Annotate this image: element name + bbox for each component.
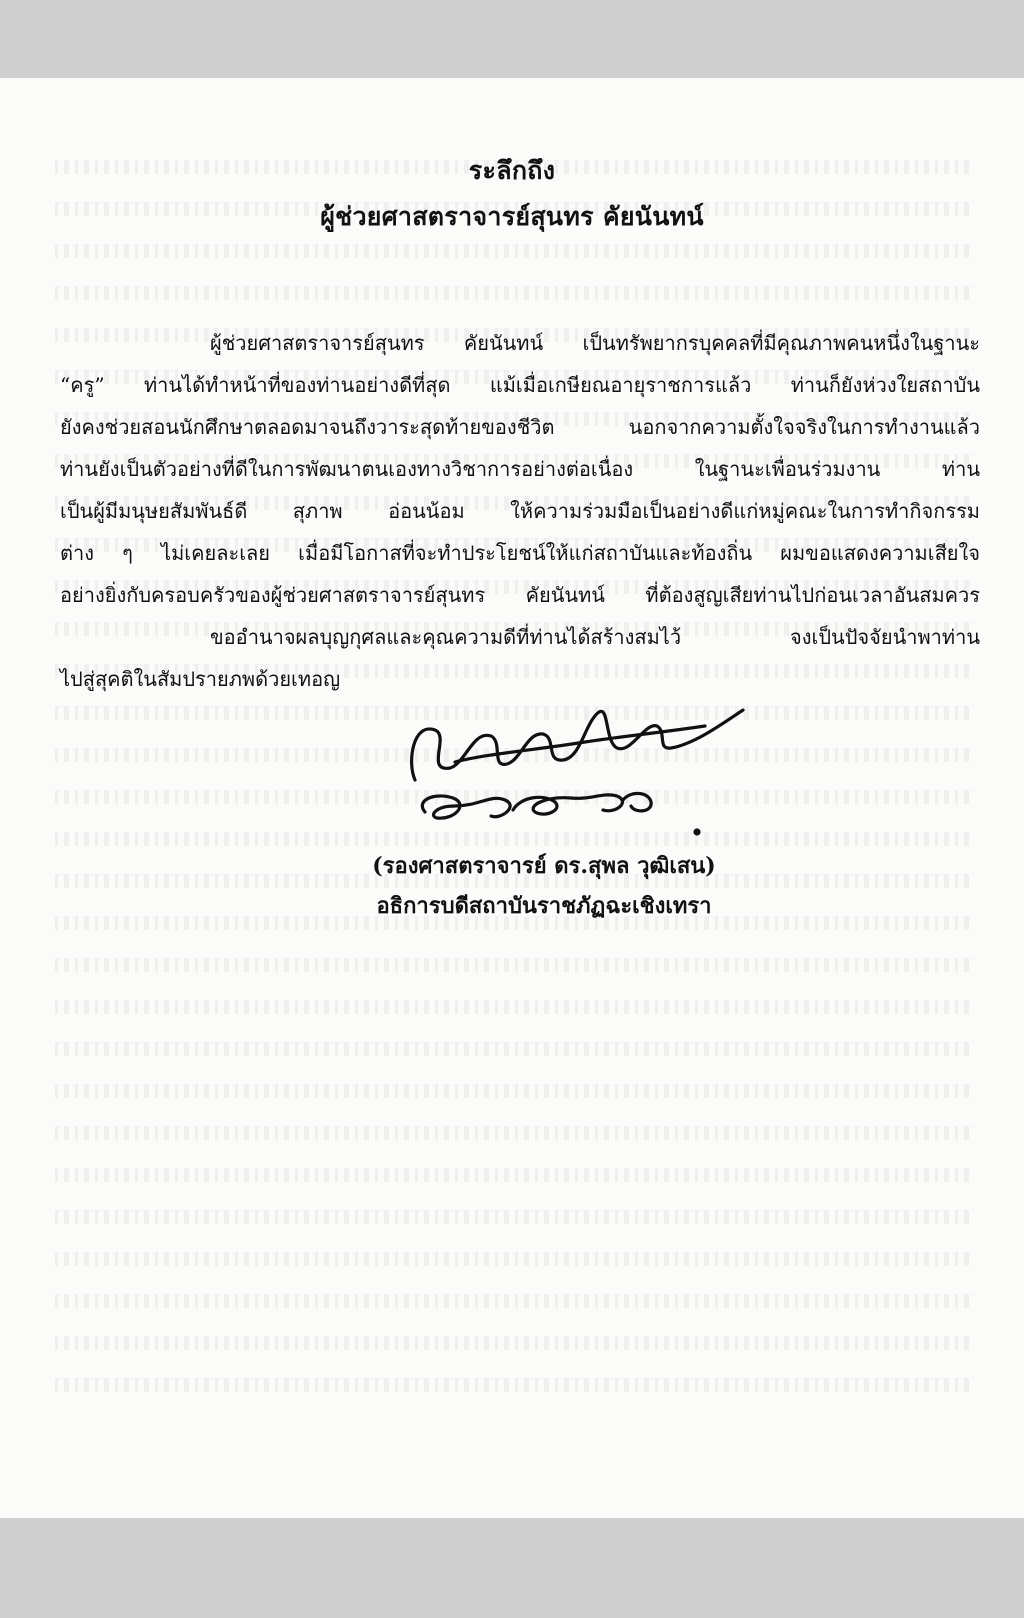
signatory-name: (รองศาสตราจารย์ ดร.สุพล วุฒิเสน): [372, 853, 716, 879]
paragraph-line: ผู้ช่วยศาสตราจารย์สุนทร คัยนันทน์ เป็นทรัพยากรบุคคลที่มีคุณภาพคนหนึ่งในฐานะ: [210, 331, 980, 355]
paragraph-line: อย่างยิ่งกับครอบครัวของผู้ช่วยศาสตราจารย์สุนทร คัยนันทน์ ที่ต้องสูญเสียท่านไปก่อนเวลาอันสมควร: [60, 583, 980, 607]
paragraph-line: ไปสู่สุคติในสัมปรายภพด้วยเทอญ: [60, 667, 341, 691]
paragraph-line: ขออำนาจผลบุญกุศลและคุณความดีที่ท่านได้สร้างสมไว้ จงเป็นปัจจัยนำพาท่าน: [210, 625, 980, 649]
memorial-subject-name: ผู้ช่วยศาสตราจารย์สุนทร คัยนันทน์: [320, 202, 704, 231]
paragraph-line: ยังคงช่วยสอนนักศึกษาตลอดมาจนถึงวาระสุดท้ายของชีวิต นอกจากความตั้งใจจริงในการทำงานแล้ว: [60, 415, 980, 439]
scan-top-margin: [0, 0, 1024, 78]
handwritten-signature: [395, 702, 775, 852]
memorial-heading: ระลึกถึง: [468, 156, 556, 185]
paragraph-line: เป็นผู้มีมนุษยสัมพันธ์ดี สุภาพ อ่อนน้อม ให้ความร่วมมือเป็นอย่างดีแก่หมู่คณะในการทำกิจกรรม: [60, 499, 980, 523]
paragraph-line: ท่านยังเป็นตัวอย่างที่ดีในการพัฒนาตนเองทางวิชาการอย่างต่อเนื่อง ในฐานะเพื่อนร่วมงาน ท่าน: [60, 457, 980, 481]
paragraph-line: ต่าง ๆ ไม่เคยละเลย เมื่อมีโอกาสที่จะทำประโยชน์ให้แก่สถาบันและท้องถิ่น ผมขอแสดงความเสียใจ: [60, 541, 980, 565]
scan-bottom-margin: [0, 1518, 1024, 1618]
signatory-position: อธิการบดีสถาบันราชภัฏฉะเชิงเทรา: [376, 893, 712, 919]
document-page: [0, 78, 1024, 1518]
paragraph-line: “ครู” ท่านได้ทำหน้าที่ของท่านอย่างดีที่สุด แม้เมื่อเกษียณอายุราชการแล้ว ท่านก็ยังห่วงใยสถาบัน: [60, 373, 980, 397]
